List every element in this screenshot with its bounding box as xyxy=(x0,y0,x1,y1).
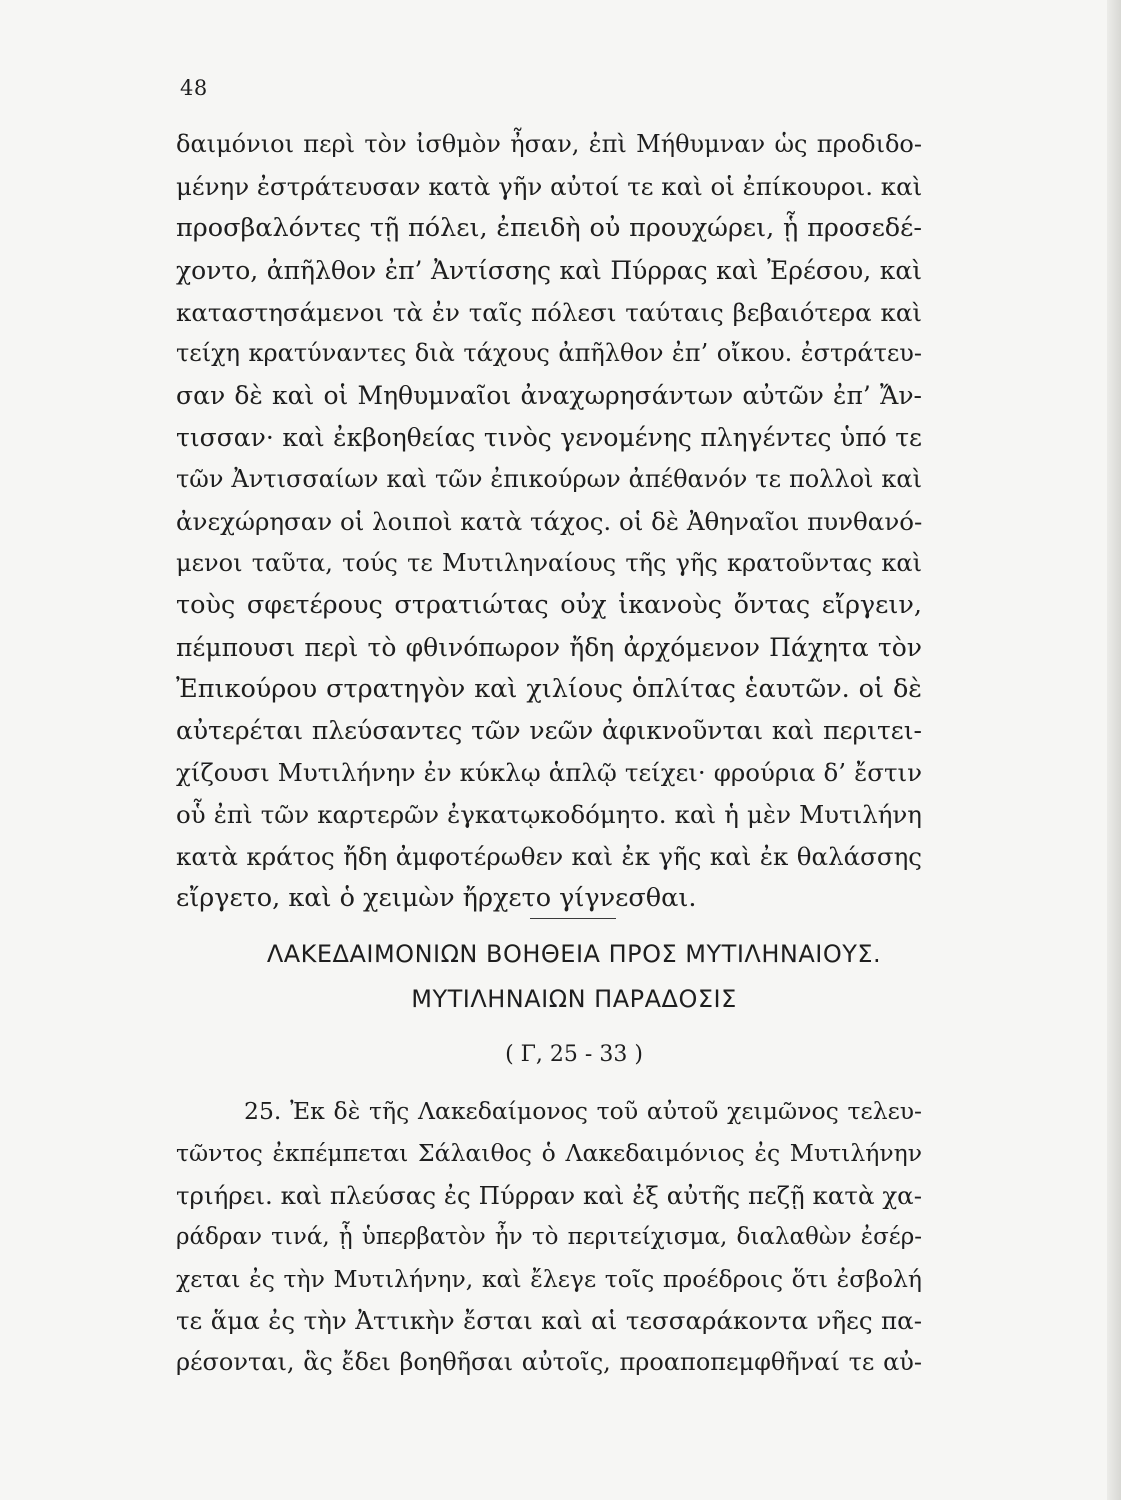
text-line: τισσαν· καὶ ἐκβοηθείας τινὸς γενομένης πληγέντες ὑπό τε xyxy=(176,423,922,453)
page-number: 48 xyxy=(180,76,208,100)
text-line: προσβαλόντες τῇ πόλει, ἐπειδὴ οὐ προυχώρει, ᾗ προσεδέ- xyxy=(176,212,922,243)
text-line: πέμπουσι περὶ τὸ φθινόπωρον ἤδη ἀρχόμενον Πάχητα τὸν xyxy=(176,632,922,662)
page-edge xyxy=(1107,0,1121,1500)
text-line: χίζουσι Μυτιλήνην ἐν κύκλῳ ἁπλῷ τείχει· φρούρια δ’ ἔστιν xyxy=(176,758,922,788)
text-line: χεται ἐς τὴν Μυτιλήνην, καὶ ἔλεγε τοῖς προέδροις ὅτι ἐσβολή xyxy=(176,1264,922,1293)
text-line: κατὰ κράτος ἤδη ἀμφοτέρωθεν καὶ ἐκ γῆς καὶ ἐκ θαλάσσης xyxy=(176,842,922,872)
text-line: χοντο, ἀπῆλθον ἐπ’ Ἀντίσσης καὶ Πύρρας καὶ Ἐρέσου, καὶ xyxy=(176,255,922,285)
text-line: οὗ ἐπὶ τῶν καρτερῶν ἐγκατῳκοδόμητο. καὶ ἡ μὲν Μυτιλήνη xyxy=(176,800,922,830)
text-line: τῶν Ἀντισσαίων καὶ τῶν ἐπικούρων ἀπέθανόν τε πολλοὶ καὶ xyxy=(176,465,922,494)
text-line: τριήρει. καὶ πλεύσας ἐς Πύρραν καὶ ἐξ αὐτῆς πεζῇ κατὰ χα- xyxy=(176,1180,922,1210)
text-line: τε ἅμα ἐς τὴν Ἀττικὴν ἔσται καὶ αἱ τεσσαράκοντα νῆες πα- xyxy=(176,1306,922,1336)
paragraph-25 xyxy=(176,1091,922,1384)
chapter-reference: ( Γ, 25 - 33 ) xyxy=(505,1042,643,1067)
text-line: καταστησάμενοι τὰ ἐν ταῖς πόλεσι ταύταις βεβαιότερα καὶ xyxy=(176,297,922,327)
text-line: σαν δὲ καὶ οἱ Μηθυμναῖοι ἀναχωρησάντων αὐτῶν ἐπ’ Ἄν- xyxy=(176,381,922,411)
section-divider xyxy=(530,918,616,919)
text-line: ἀνεχώρησαν οἱ λοιποὶ κατὰ τάχος. οἱ δὲ Ἀθηναῖοι πυνθανό- xyxy=(176,507,923,537)
text-line: Ἐπικούρου στρατηγὸν καὶ χιλίους ὁπλίτας ἑαυτῶν. οἱ δὲ xyxy=(176,673,922,704)
text-line-indented: 25. Ἐκ δὲ τῆς Λακεδαίμονος τοῦ αὐτοῦ χειμῶνος τελευ- xyxy=(244,1097,922,1125)
text-line: μένην ἐστράτευσαν κατὰ γῆν αὐτοί τε καὶ οἱ ἐπίκουροι. καὶ xyxy=(176,171,923,201)
text-line: τοὺς σφετέρους στρατιώτας οὐχ ἱκανοὺς ὄντας εἴργειν, xyxy=(176,589,922,620)
text-line: μενοι ταῦτα, τούς τε Μυτιληναίους τῆς γῆς κρατοῦντας καὶ xyxy=(176,548,922,577)
text-line: ρέσονται, ἃς ἔδει βοηθῆσαι αὐτοῖς, προαποπεμφθῆναί τε αὐ- xyxy=(176,1348,922,1377)
paragraph-narrative xyxy=(176,124,922,920)
text-line: τῶντος ἐκπέμπεται Σάλαιθος ὁ Λακεδαιμόνιος ἐς Μυτιλήνην xyxy=(176,1138,922,1167)
text-line: εἴργετο, καὶ ὁ χειμὼν ἤρχετο γίγνεσθαι. xyxy=(176,883,697,914)
text-line: τείχη κρατύναντες διὰ τάχους ἀπῆλθον ἐπ’ οἴκου. ἐστράτευ- xyxy=(176,339,922,368)
section-heading-1: ΛΑΚΕΔΑΙΜΟΝΙΩΝ ΒΟΗΘΕΙΑ ΠΡΟΣ ΜΥΤΙΛΗΝΑΙΟΥΣ. xyxy=(266,940,882,968)
text-line: δαιμόνιοι περὶ τὸν ἰσθμὸν ἦσαν, ἐπὶ Μήθυμναν ὡς προδιδο- xyxy=(176,130,922,158)
text-line: αὐτερέται πλεύσαντες τῶν νεῶν ἀφικνοῦνται καὶ περιτει- xyxy=(176,716,922,746)
text-line: ράδραν τινά, ᾗ ὑπερβατὸν ἦν τὸ περιτείχισμα, διαλαθὼν ἐσέρ- xyxy=(176,1223,922,1250)
section-heading-2: ΜΥΤΙΛΗΝΑΙΩΝ ΠΑΡΑΔΟΣΙΣ xyxy=(411,985,737,1013)
